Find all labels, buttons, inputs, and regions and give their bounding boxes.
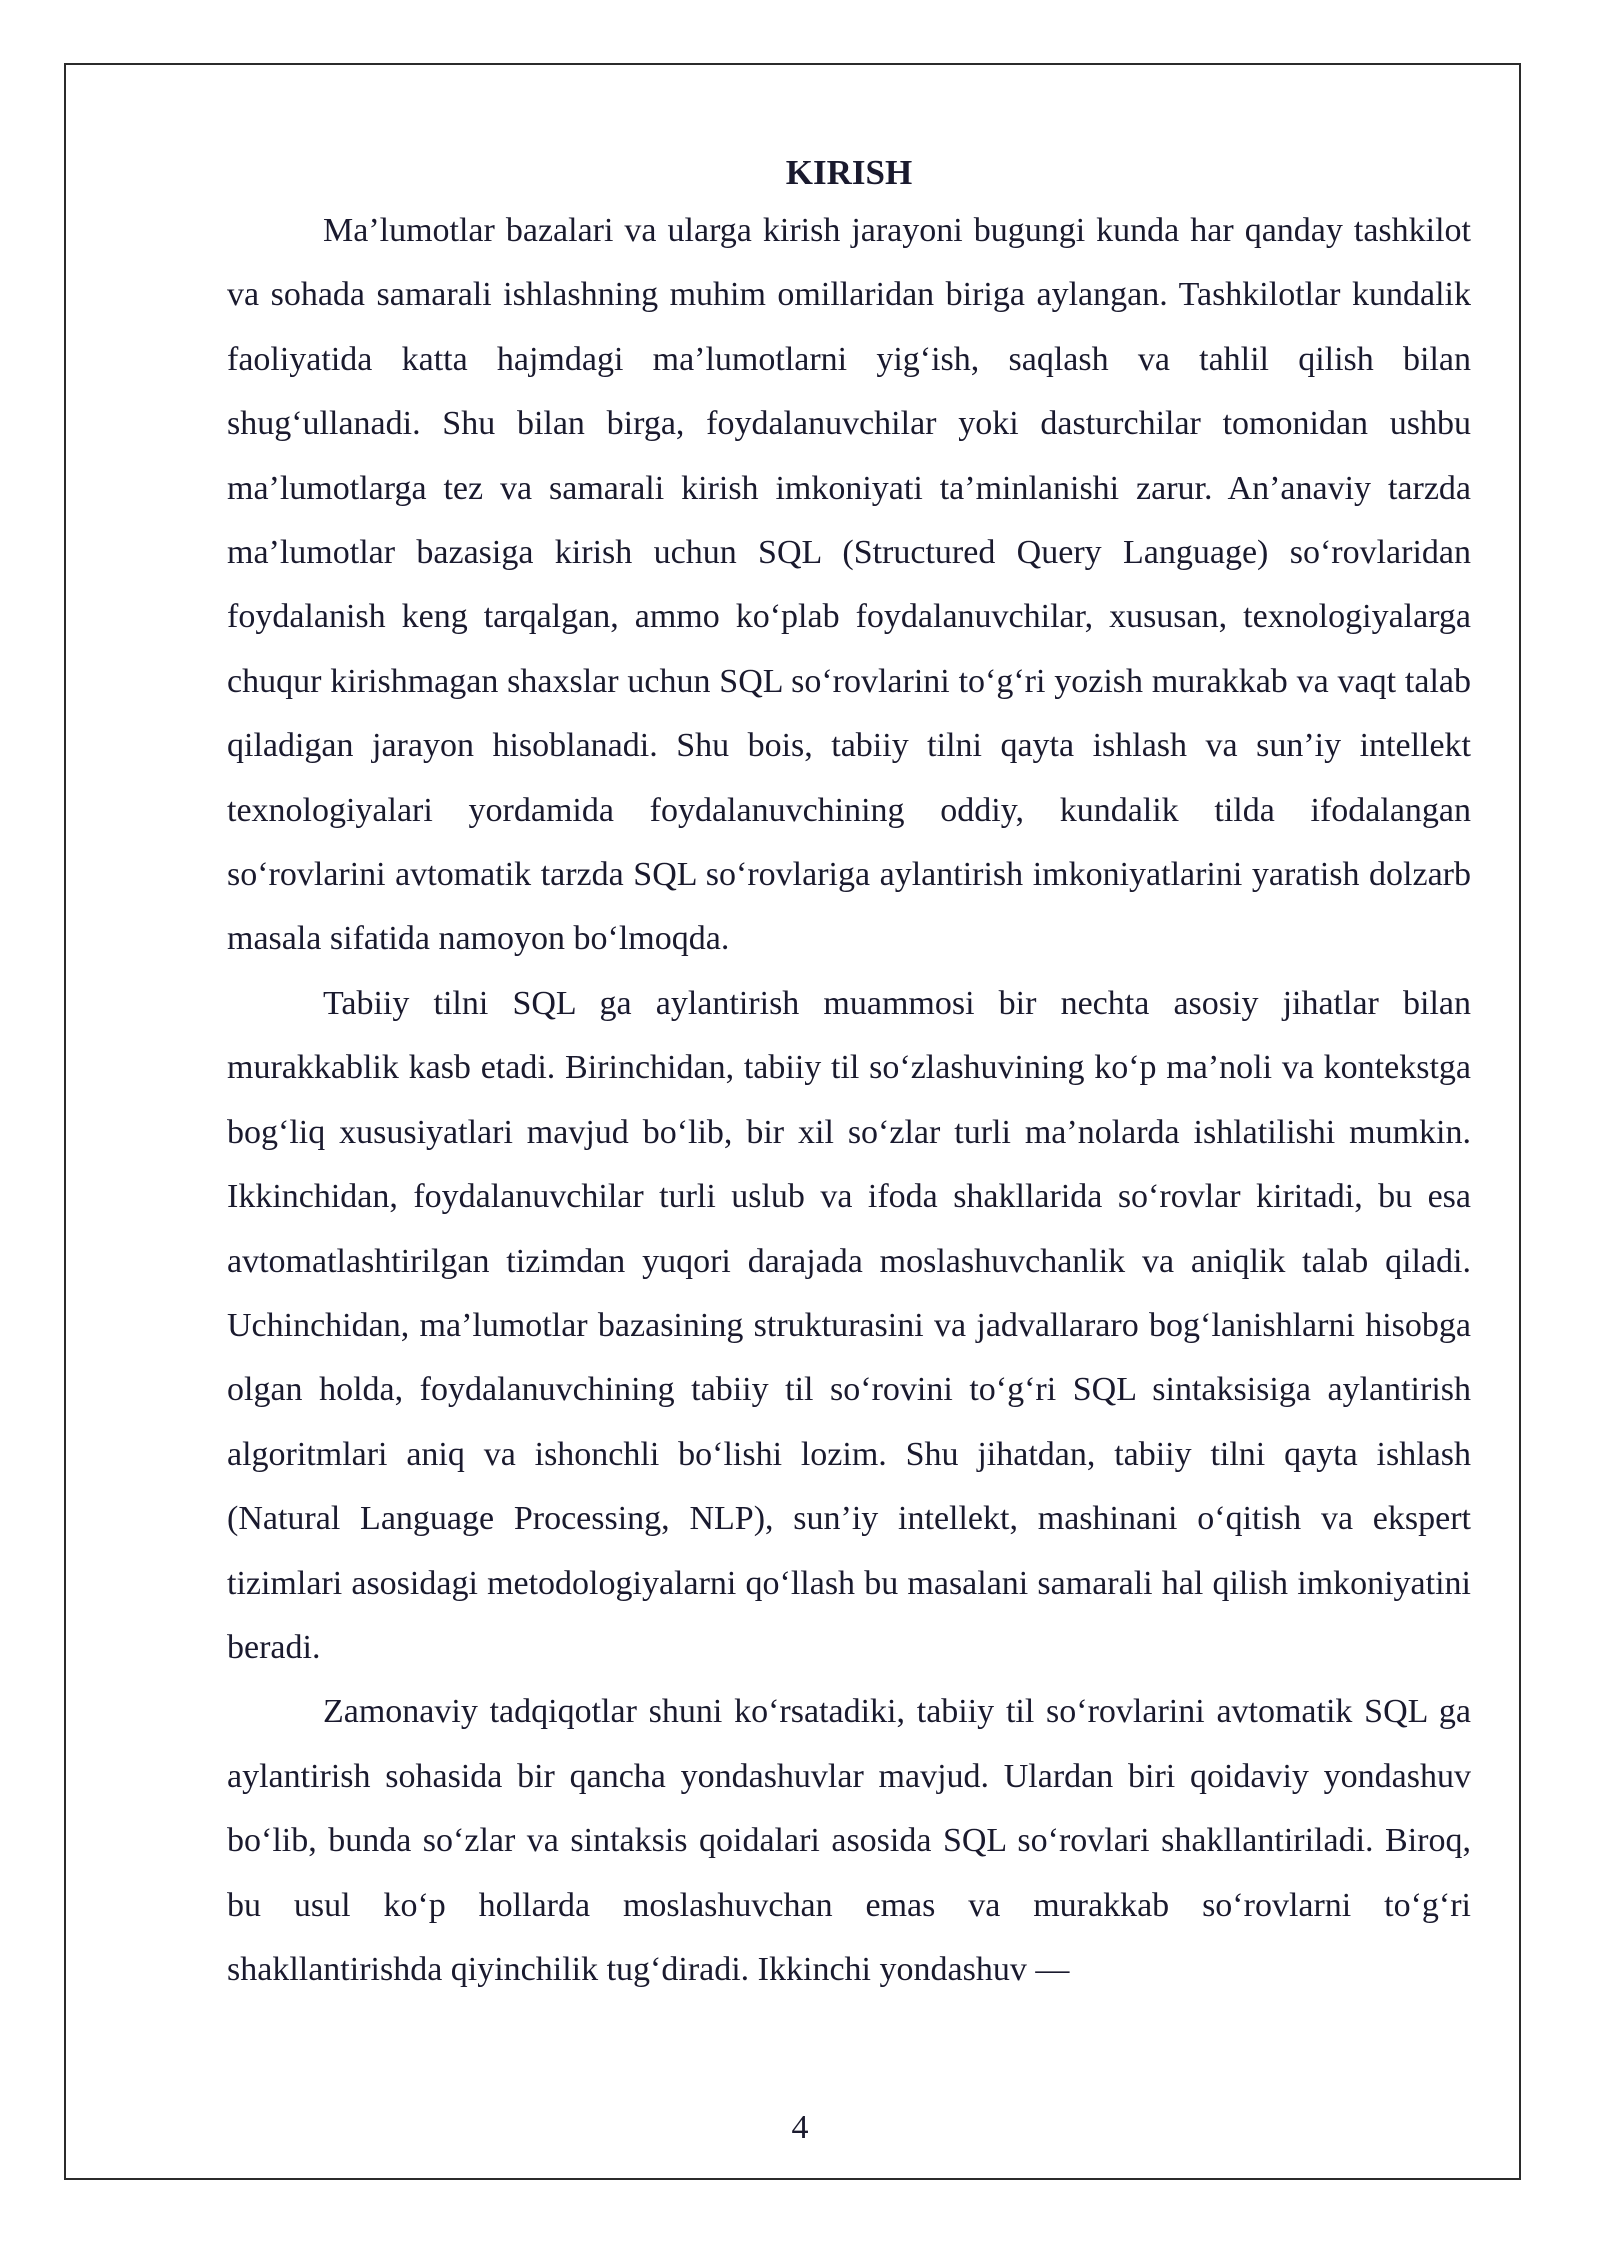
- paragraph-1: Ma’lumotlar bazalari va ularga kirish jarayoni bugungi kunda har qanday tashkilot va sohada samarali ishlashning muhim omillaridan biriga aylangan. Tashkilotlar kundalik faoliyatida katta hajmdagi ma’lumotlarni yig‘ish, saqlash va tahlil qilish bilan shug‘ullanadi. Shu bilan birga, foydalanuvchilar yoki dasturchilar tomonidan ushbu ma’lumotlarga tez va samarali kirish imkoniyati ta’minlanishi zarur. An’anaviy tarzda ma’lumotlar bazasiga kirish uchun SQL (Structured Query Language) so‘rovlaridan foydalanish keng tarqalgan, ammo ko‘plab foydalanuvchilar, xususan, texnologiyalarga chuqur kirishmagan shaxslar uchun SQL so‘rovlarini to‘g‘ri yozish murakkab va vaqt talab qiladigan jarayon hisoblanadi. Shu bois, tabiiy tilni qayta ishlash va sun’iy intellekt texnologiyalari yordamida foydalanuvchining oddiy, kundalik tilda ifodalangan so‘rovlarini avtomatik tarzda SQL so‘rovlariga aylantirish imkoniyatlarini yaratish dolzarb masala sifatida namoyon bo‘lmoqda.: [227, 212, 1471, 958]
- document-content: [227, 147, 1471, 2002]
- section-title: KIRISH: [785, 153, 913, 192]
- page-number: 4: [791, 2109, 809, 2146]
- paragraph-2: Tabiiy tilni SQL ga aylantirish muammosi bir nechta asosiy jihatlar bilan murakkablik kasb etadi. Birinchidan, tabiiy til so‘zlashuvining ko‘p ma’noli va kontekstga bog‘liq xususiyatlari mavjud bo‘lib, bir xil so‘zlar turli ma’nolarda ishlatilishi mumkin. Ikkinchidan, foydalanuvchilar turli uslub va ifoda shakllarida so‘rovlar kiritadi, bu esa avtomatlashtirilgan tizimdan yuqori darajada moslashuvchanlik va aniqlik talab qiladi. Uchinchidan, ma’lumotlar bazasining strukturasini va jadvallararo bog‘lanishlarni hisobga olgan holda, foydalanuvchining tabiiy til so‘rovini to‘g‘ri SQL sintaksisiga aylantirish algoritmlari aniq va ishonchli bo‘lishi lozim. Shu jihatdan, tabiiy tilni qayta ishlash (Natural Language Processing, NLP), sun’iy intellekt, mashinani o‘qitish va ekspert tizimlari asosidagi metodologiyalarni qo‘llash bu masalani samarali hal qilish imkoniyatini beradi.: [227, 984, 1471, 1666]
- paragraph-3: Zamonaviy tadqiqotlar shuni ko‘rsatadiki, tabiiy til so‘rovlarini avtomatik SQL ga aylantirish sohasida bir qancha yondashuvlar mavjud. Ulardan biri qoidaviy yondashuv bo‘lib, bunda so‘zlar va sintaksis qoidalari asosida SQL so‘rovlari shakllantiriladi. Biroq, bu usul ko‘p hollarda moslashuvchan emas va murakkab so‘rovlarni to‘g‘ri shakllantirishda qiyinchilik tug‘diradi. Ikkinchi yondashuv —: [227, 1693, 1471, 1988]
